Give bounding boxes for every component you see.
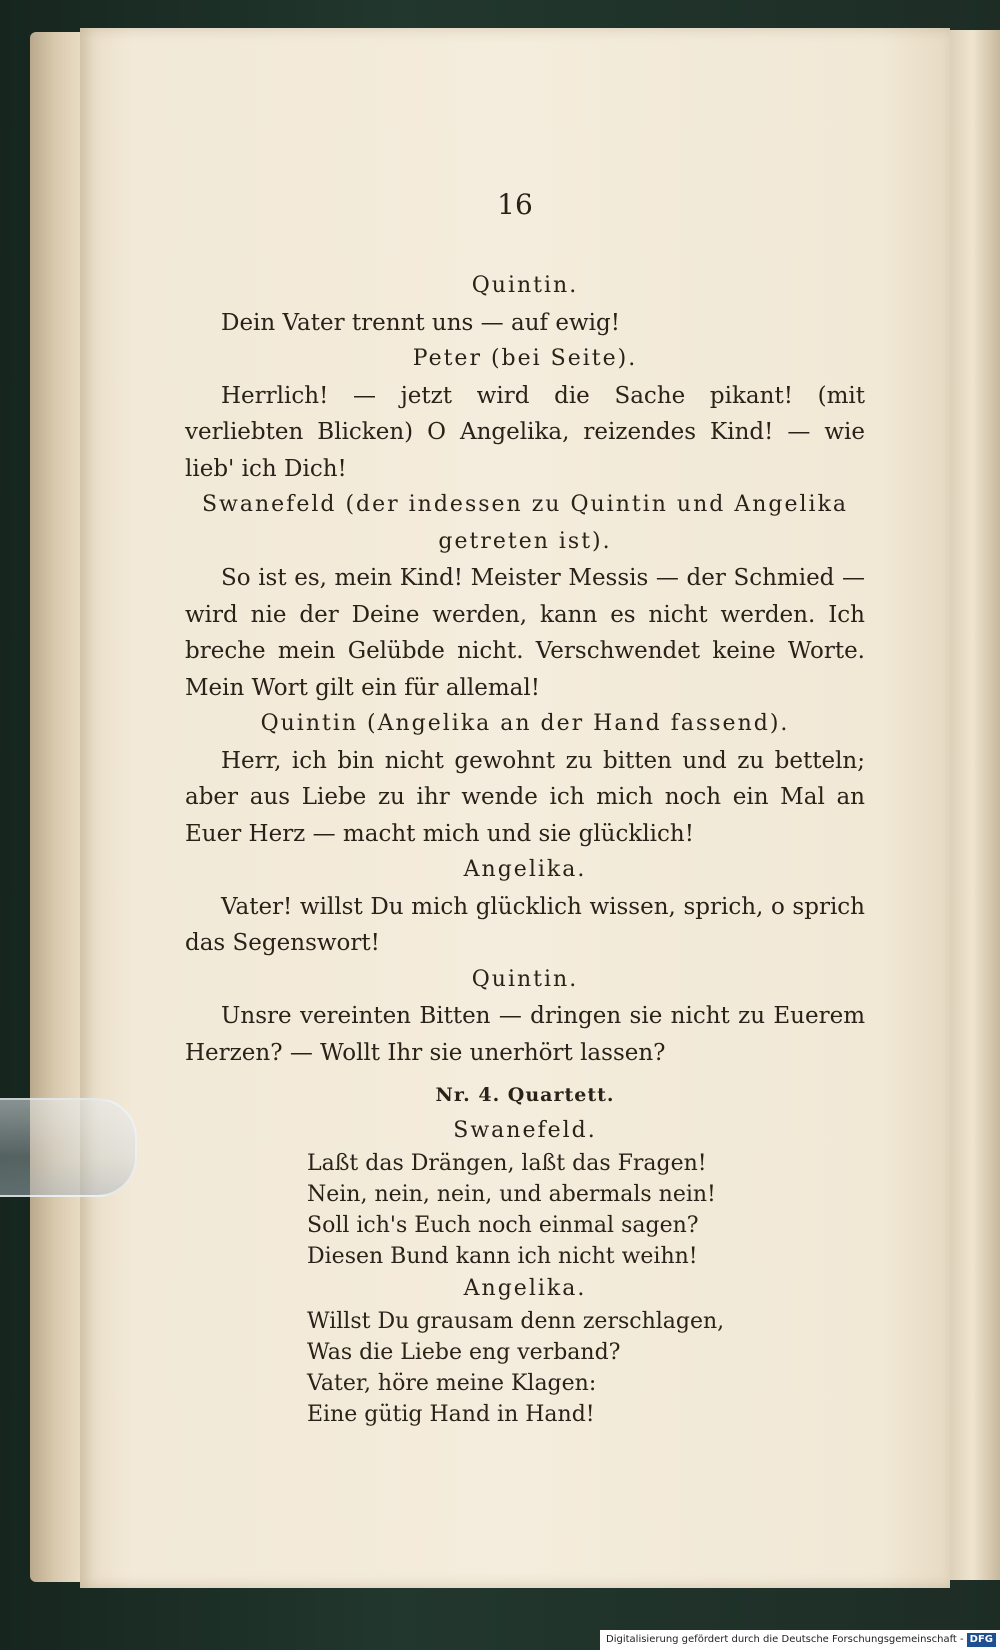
dfg-logo: DFG <box>967 1633 996 1647</box>
verse-line: Vater, höre meine Klagen: <box>307 1370 597 1396</box>
dialogue-paragraph: Unsre vereinten Bitten — dringen sie nicht zu Euerem Herzen? — Wollt Ihr sie unerhört lassen? <box>185 1003 865 1066</box>
dialogue-paragraph: Herr, ich bin nicht gewohnt zu bitten und zu betteln; aber aus Liebe zu ihr wende ich mich noch ein Mal an Euer Herz — macht mich und sie glücklich! <box>185 747 865 847</box>
dialogue-paragraph: Herrlich! — jetzt wird die Sache pikant! (mit verliebten Blicken) O Angelika, reizendes Kind! — wie lieb' ich Dich! <box>185 382 865 482</box>
speaker-label: Quintin (Angelika an der Hand fassend). <box>260 711 790 736</box>
verse-line: Laßt das Drängen, laßt das Fragen! <box>307 1150 707 1176</box>
speaker-label: Quintin. <box>471 273 579 298</box>
page-holder-clip <box>0 1098 137 1197</box>
section-heading: Nr. 4. Quartett. <box>435 1084 615 1106</box>
dialogue-paragraph: So ist es, mein Kind! Meister Messis — der Schmied — wird nie der Deine werden, kann es nicht werden. Ich breche mein Gelübde nicht. Verschwendet keine Worte. Mein Wort gilt ein für allemal! <box>185 565 865 701</box>
footer-credit <box>600 1630 1000 1650</box>
book-page <box>80 28 950 1588</box>
verse-line: Nein, nein, nein, und abermals nein! <box>307 1181 716 1207</box>
verse-line: Was die Liebe eng verband? <box>307 1339 621 1365</box>
verse-line: Diesen Bund kann ich nicht weihn! <box>307 1243 698 1269</box>
book-page-edge-right <box>945 30 1000 1580</box>
text-block <box>185 268 865 1430</box>
verse-speaker: Angelika. <box>463 1275 587 1301</box>
verse-speaker: Swanefeld. <box>453 1117 597 1143</box>
verse-line: Eine gütig Hand in Hand! <box>307 1401 595 1427</box>
page-number: 16 <box>497 188 533 221</box>
verse-line: Soll ich's Euch noch einmal sagen? <box>307 1212 699 1238</box>
speaker-label: Angelika. <box>463 857 587 882</box>
verse-line: Willst Du grausam denn zerschlagen, <box>307 1308 725 1334</box>
footer-credit-text: Digitalisierung gefördert durch die Deutsche Forschungsgemeinschaft - <box>606 1634 964 1645</box>
dialogue-paragraph: Dein Vater trennt uns — auf ewig! <box>221 309 620 336</box>
dialogue-paragraph: Vater! willst Du mich glücklich wissen, sprich, o sprich das Segenswort! <box>185 893 865 956</box>
speaker-label: Quintin. <box>471 966 579 992</box>
speaker-label: Swanefeld (der indessen zu Quintin und Angelika getreten ist). <box>201 492 849 554</box>
speaker-label: Peter (bei Seite). <box>412 346 638 371</box>
